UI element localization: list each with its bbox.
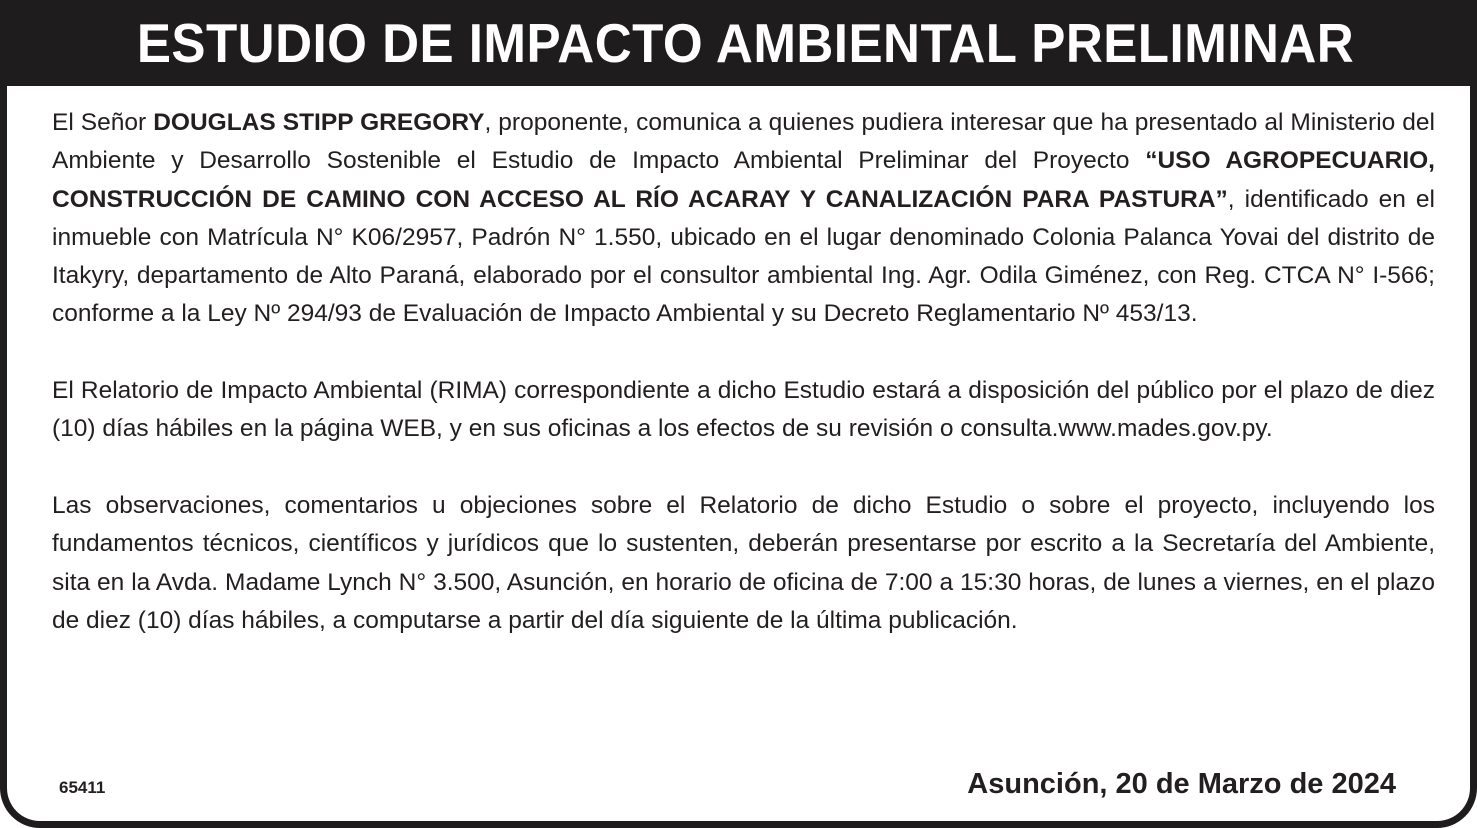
paragraph-text-a: , proponente, comunica a quienes pudiera interesar que ha presentado al Ministerio del Ambiente y Desarrollo Sostenible el Estudio de Impacto Ambiental Preliminar del Proyecto: [52, 109, 1435, 175]
place-date: Asunción, 20 de Marzo de 2024: [967, 768, 1396, 800]
paragraph-intro: El Señor: [52, 109, 154, 136]
proponent-name: DOUGLAS STIPP GREGORY: [153, 109, 485, 136]
paragraph-rima: El Relatorio de Impacto Ambiental (RIMA) correspondiente a dicho Estudio estará a disposición del público por el plazo de diez (10) días hábiles en la página WEB, y en sus oficinas a los efectos de su revisión o consulta.www.mades.gov.py.: [52, 377, 1435, 443]
notice-body: [52, 104, 1435, 678]
paragraph-text-b: , identificado en el inmueble con Matrícula N° K06/2957, Padrón N° 1.550, ubicado en el lugar denominado Colonia Palanca Yovai del distrito de Itakyry, departamento de Alto Paraná, elaborado por el consultor ambiental Ing. Agr. Odila Giménez, con Reg. CTCA N° I-566; conforme a la Ley Nº 294/93 de Evaluación de Impacto Ambiental y su Decreto Reglamentario Nº 453/13.: [52, 185, 1435, 328]
notice-title: ESTUDIO DE IMPACTO AMBIENTAL PRELIMINAR: [136, 11, 1355, 74]
paragraph-observations: Las observaciones, comentarios u objeciones sobre el Relatorio de dicho Estudio o sobre el proyecto, incluyendo los fundamentos técnicos, científicos y jurídicos que lo sustenten, deberán presentarse por escrito a la Secretaría del Ambiente, sita en la Avda. Madame Lynch N° 3.500, Asunción, en horario de oficina de 7:00 a 15:30 horas, de lunes a viernes, en el plazo de diez (10) días hábiles, a computarse a partir del día siguiente de la última publicación.: [52, 491, 1435, 634]
paragraph-announcement: [52, 104, 1435, 334]
reference-code: 65411: [59, 778, 106, 797]
notice-header: [7, 0, 1477, 86]
project-name: “USO AGROPECUARIO, CONSTRUCCIÓN DE CAMINO CON ACCESO AL RÍO ACARAY Y CANALIZACIÓN PARA PASTURA”: [52, 147, 1435, 213]
